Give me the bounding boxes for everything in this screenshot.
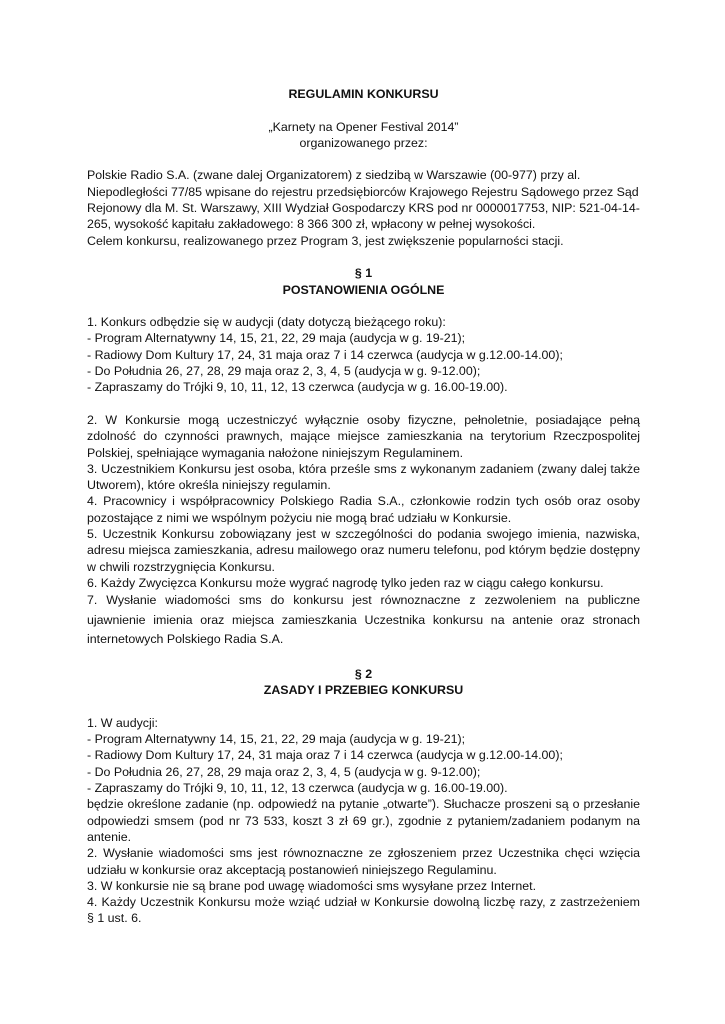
- section-1-number: § 1: [354, 266, 373, 281]
- schedule-item: - Radiowy Dom Kultury 17, 24, 31 maja oraz 7 i 14 czerwca (audycja w g.12.00-14.00);: [87, 748, 563, 763]
- section-1-paragraph-5: 5. Uczestnik Konkursu zobowiązany jest w szczególności do podania swojego imienia, nazwiska, adresu miejsca zamieszkania, adresu mailowego oraz numeru telefonu, pod którym będzie dostępny w chwili rozstrzygnięcia Konkursu.: [87, 527, 640, 574]
- section-2-paragraph-4: 4. Każdy Uczestnik Konkursu może wziąć udział w Konkursie dowolną liczbę razy, z zastrzeżeniem § 1 ust. 6.: [87, 895, 640, 926]
- document-title: REGULAMIN KONKURSU: [288, 87, 439, 101]
- section-2-intro: 1. W audycji:: [87, 715, 158, 730]
- section-2-number: § 2: [354, 667, 373, 681]
- section-1-heading: POSTANOWIENIA OGÓLNE: [282, 282, 445, 297]
- organizer-line: Polskie Radio S.A. (zwane dalej Organizatorem) z siedzibą w Warszawie (00-977) przy al.: [87, 168, 581, 183]
- contest-name: „Karnety na Opener Festival 2014”: [268, 119, 459, 134]
- section-2-heading: ZASADY I PRZEBIEG KONKURSU: [263, 683, 464, 698]
- section-2-paragraph-3: 3. W konkursie nie są brane pod uwagę wiadomości sms wysyłane przez Internet.: [87, 878, 537, 893]
- section-2-schedule: [87, 731, 640, 796]
- organized-by-label: organizowanego przez:: [299, 135, 428, 150]
- section-1-paragraph-2: 2. W Konkursie mogą uczestniczyć wyłącznie osoby fizyczne, pełnoletnie, posiadające pełną zdolność do czynności prawnych, mające miejsce zamieszkania na terytorium Rzeczpospolitej Polskiej, spełniające wymagania nałożone niniejszym Regulaminem.: [87, 412, 640, 460]
- organizer-line: Niepodległości 77/85 wpisane do rejestru przedsiębiorców Krajowego Rejestru Sądowego przez Sąd: [87, 184, 639, 199]
- section-1-paragraph-4: 4. Pracownicy i współpracownicy Polskiego Radia S.A., członkowie rodzin tych osób oraz osoby pozostające z nimi we wspólnym pożyciu nie mogą brać udziału w Konkursie.: [87, 494, 640, 525]
- schedule-item: - Program Alternatywny 14, 15, 21, 22, 29 maja (audycja w g. 19-21);: [87, 331, 466, 346]
- section-1-paragraph-6: 6. Każdy Zwycięzca Konkursu może wygrać nagrodę tylko jeden raz w ciągu całego konkursu.: [87, 575, 604, 590]
- section-2-task: będzie określone zadanie (np. odpowiedź na pytanie „otwarte”). Słuchacze proszeni są o przesłanie odpowiedzi smsem (pod nr 73 533, koszt 3 zł 69 gr.), zgodnie z pytaniem/zadaniem podanym na antenie.: [87, 797, 640, 844]
- section-1-paragraph-7: 7. Wysłanie wiadomości sms do konkursu jest równoznaczne z zezwoleniem na publiczne ujawnienie imienia oraz miejsca zamieszkania Uczestnika konkursu na antenie oraz stronach internetowych Polskiego Radia S.A.: [87, 593, 640, 647]
- schedule-item: - Zapraszamy do Trójki 9, 10, 11, 12, 13 czerwca (audycja w g. 16.00-19.00).: [87, 380, 508, 395]
- schedule-item: - Zapraszamy do Trójki 9, 10, 11, 12, 13 czerwca (audycja w g. 16.00-19.00).: [87, 781, 508, 796]
- organizer-line: Rejonowy dla M. St. Warszawy, XIII Wydział Gospodarczy KRS pod nr 0000017753, NIP: 521-04-14-: [87, 201, 640, 216]
- section-1-schedule: [87, 330, 640, 395]
- organizer-line: 265, wysokość kapitału zakładowego: 8 366 300 zł, wpłacony w pełnej wysokości.: [87, 217, 536, 232]
- schedule-item: - Radiowy Dom Kultury 17, 24, 31 maja oraz 7 i 14 czerwca (audycja w g.12.00-14.00);: [87, 347, 563, 362]
- section-1-paragraph-3: 3. Uczestnikiem Konkursu jest osoba, która prześle sms z wykonanym zadaniem (zwany dalej także Utworem), które określa niniejszy regulamin.: [87, 461, 640, 493]
- organizer-paragraph: [87, 167, 640, 248]
- schedule-item: - Program Alternatywny 14, 15, 21, 22, 29 maja (audycja w g. 19-21);: [87, 732, 466, 747]
- section-2-paragraph-2: 2. Wysłanie wiadomości sms jest równoznaczne ze zgłoszeniem przez Uczestnika chęci wzięcia udziału w konkursie oraz akceptacją postanowień niniejszego Regulaminu.: [87, 846, 640, 877]
- schedule-item: - Do Południa 26, 27, 28, 29 maja oraz 2, 3, 4, 5 (audycja w g. 9-12.00);: [87, 764, 481, 779]
- organizer-line: Celem konkursu, realizowanego przez Program 3, jest zwiększenie popularności stacji.: [87, 233, 564, 248]
- document-page: [87, 86, 640, 927]
- section-1-intro: 1. Konkurs odbędzie się w audycji (daty dotyczą bieżącego roku):: [87, 315, 446, 330]
- schedule-item: - Do Południa 26, 27, 28, 29 maja oraz 2, 3, 4, 5 (audycja w g. 9-12.00);: [87, 364, 481, 379]
